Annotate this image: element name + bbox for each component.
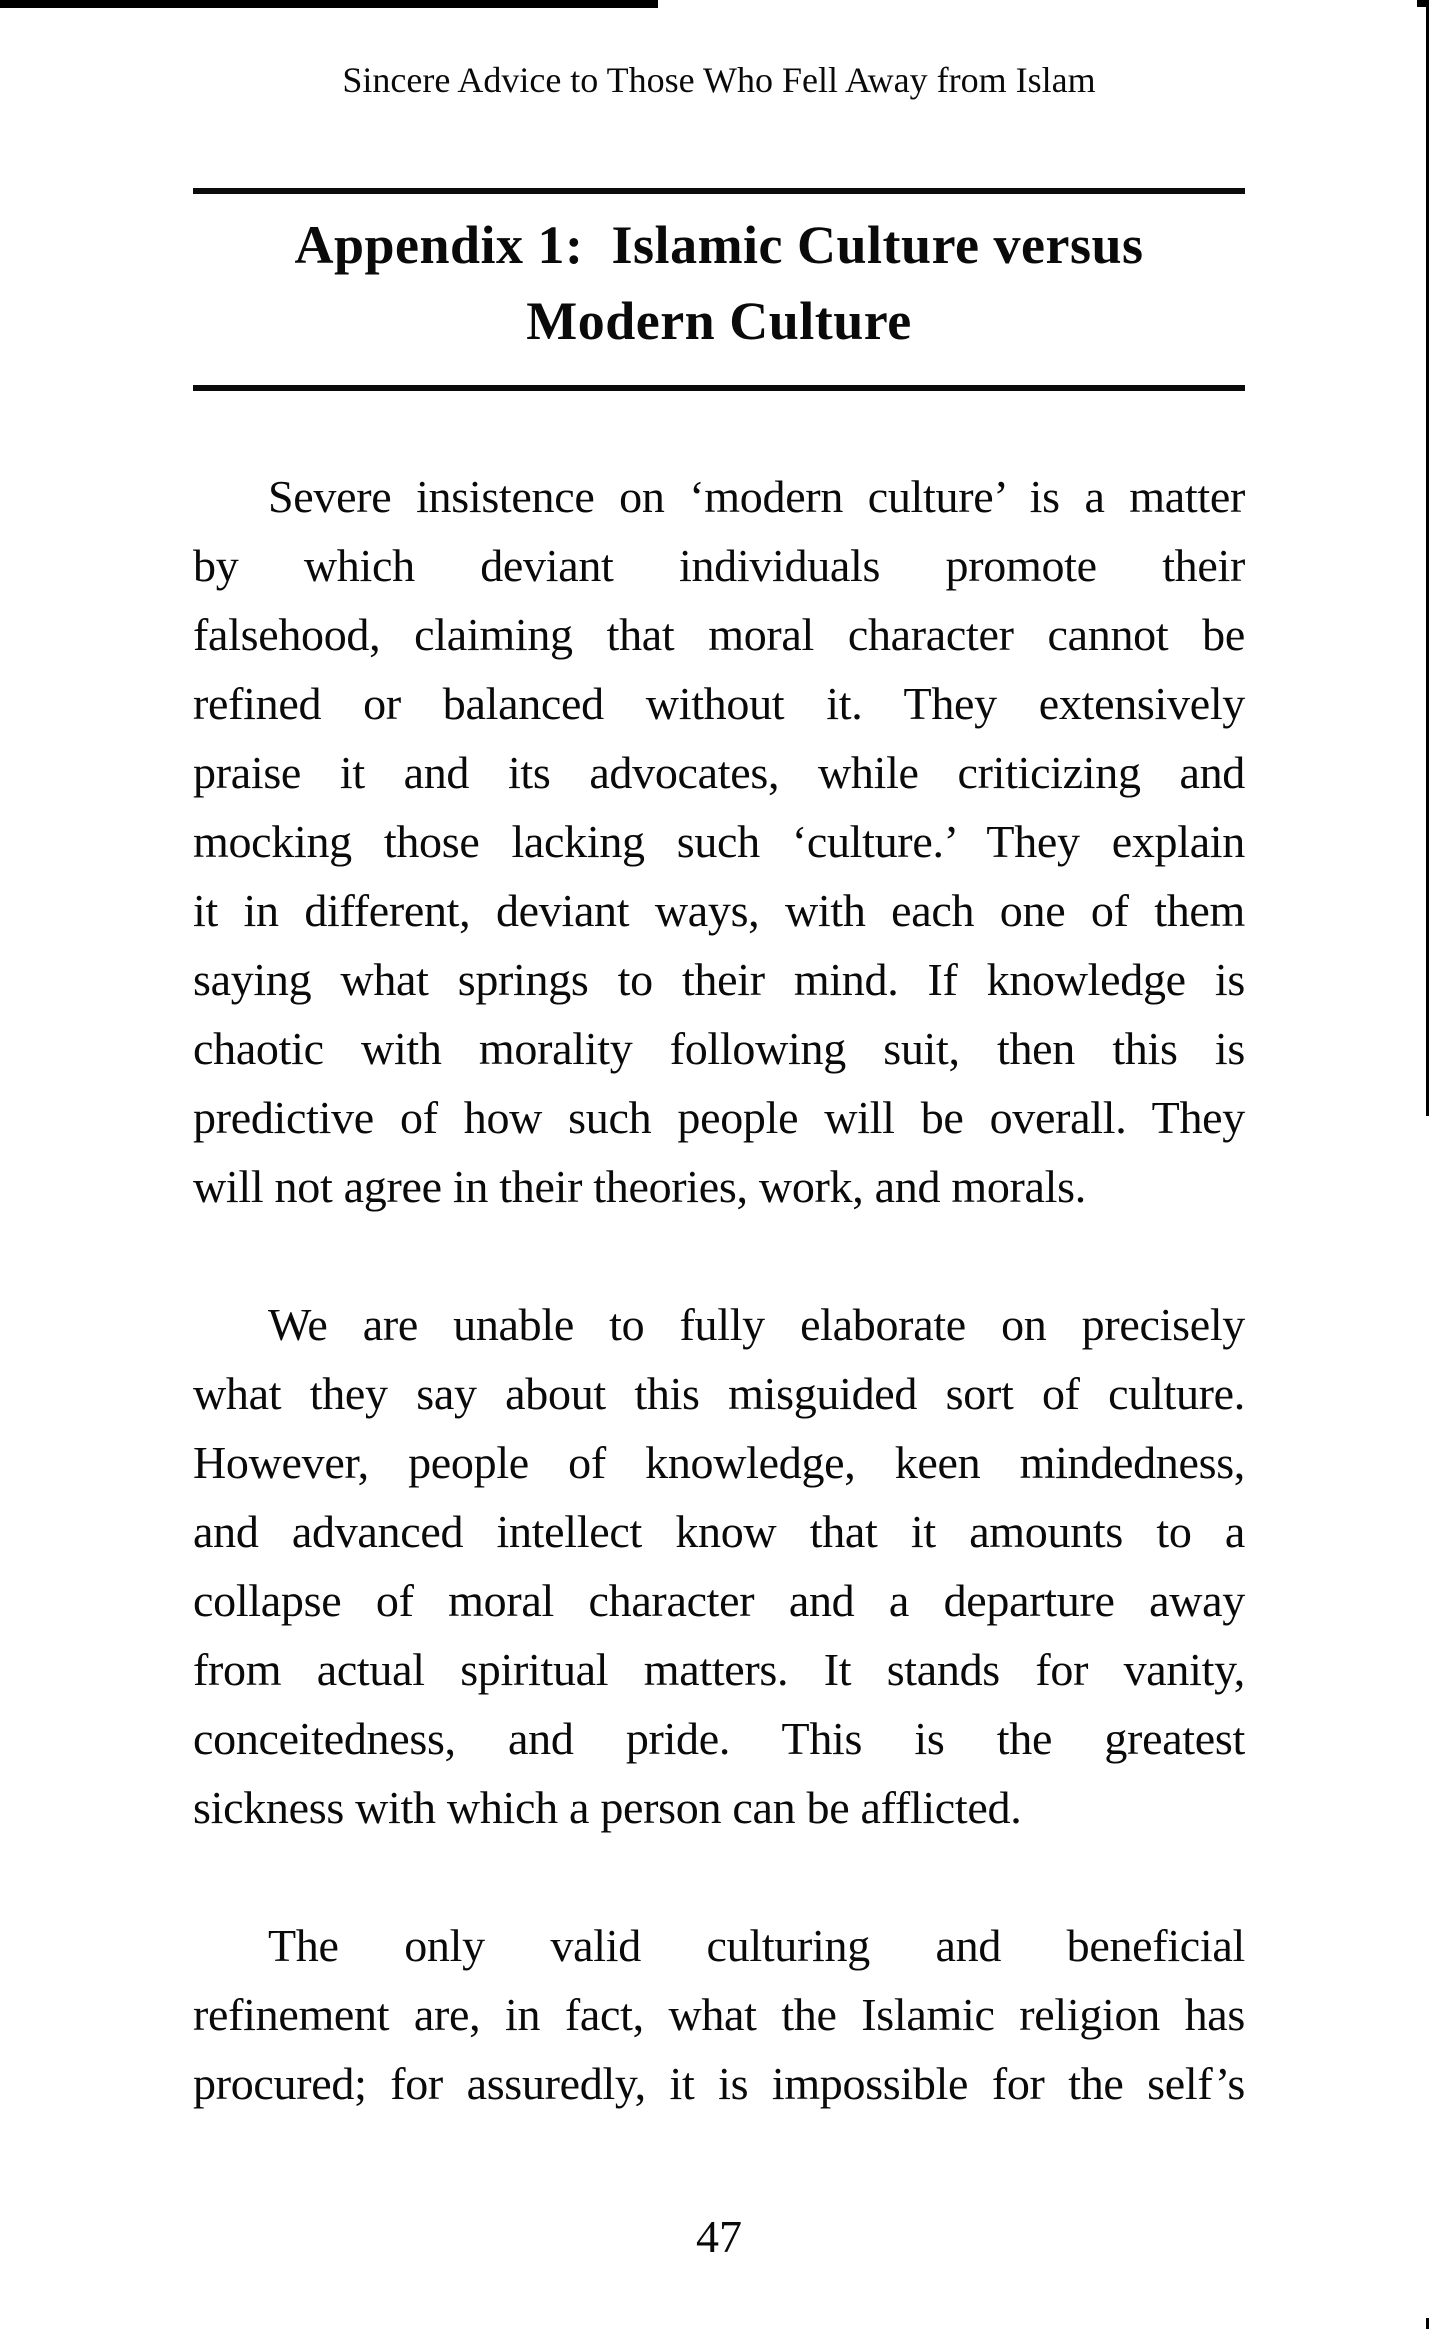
body-paragraph <box>193 1911 1245 2118</box>
body-paragraph <box>193 1290 1245 1842</box>
body-line: chaotic with morality following suit, then this is <box>193 1023 1245 1074</box>
body-line: sickness with which a person can be afflicted. <box>193 1782 1022 1833</box>
body-line: falsehood, claiming that moral character cannot be <box>193 609 1245 660</box>
body-line: by which deviant individuals promote their <box>193 540 1245 591</box>
body-line: mocking those lacking such ‘culture.’ They explain <box>193 816 1245 867</box>
body-line: collapse of moral character and a departure away <box>193 1575 1245 1626</box>
body-line: conceitedness, and pride. This is the greatest <box>193 1713 1245 1764</box>
body-line: predictive of how such people will be overall. They <box>193 1092 1245 1143</box>
body-line: procured; for assuredly, it is impossible for the self’s <box>193 2058 1245 2109</box>
body-line: will not agree in their theories, work, and morals. <box>193 1161 1086 1212</box>
body-line: from actual spiritual matters. It stands for vanity, <box>193 1644 1245 1695</box>
body-line: refined or balanced without it. They extensively <box>193 678 1245 729</box>
appendix-heading-line-1: Appendix 1: Islamic Culture versus <box>294 215 1144 275</box>
body-line: what they say about this misguided sort of culture. <box>193 1368 1245 1419</box>
heading-rule-top <box>193 188 1245 194</box>
body-line: it in different, deviant ways, with each one of them <box>193 885 1245 936</box>
appendix-heading-line-2: Modern Culture <box>526 291 912 351</box>
appendix-heading <box>193 207 1245 359</box>
heading-rule-bottom <box>193 385 1245 391</box>
body-line: refinement are, in fact, what the Islamic religion has <box>193 1989 1245 2040</box>
body-line: praise it and its advocates, while criticizing and <box>193 747 1245 798</box>
body-line: We are unable to fully elaborate on precisely <box>268 1299 1245 1350</box>
body-text <box>193 462 1245 2118</box>
body-line: and advanced intellect know that it amounts to a <box>193 1506 1245 1557</box>
body-line: saying what springs to their mind. If knowledge is <box>193 954 1245 1005</box>
body-paragraph <box>193 462 1245 1221</box>
running-header: Sincere Advice to Those Who Fell Away from Islam <box>342 60 1096 100</box>
page-number: 47 <box>696 2211 742 2262</box>
body-line: However, people of knowledge, keen mindedness, <box>193 1437 1245 1488</box>
body-line: The only valid culturing and beneficial <box>268 1920 1245 1971</box>
body-line: Severe insistence on ‘modern culture’ is a matter <box>268 471 1245 522</box>
scan-artifact-top-bar <box>0 0 658 8</box>
